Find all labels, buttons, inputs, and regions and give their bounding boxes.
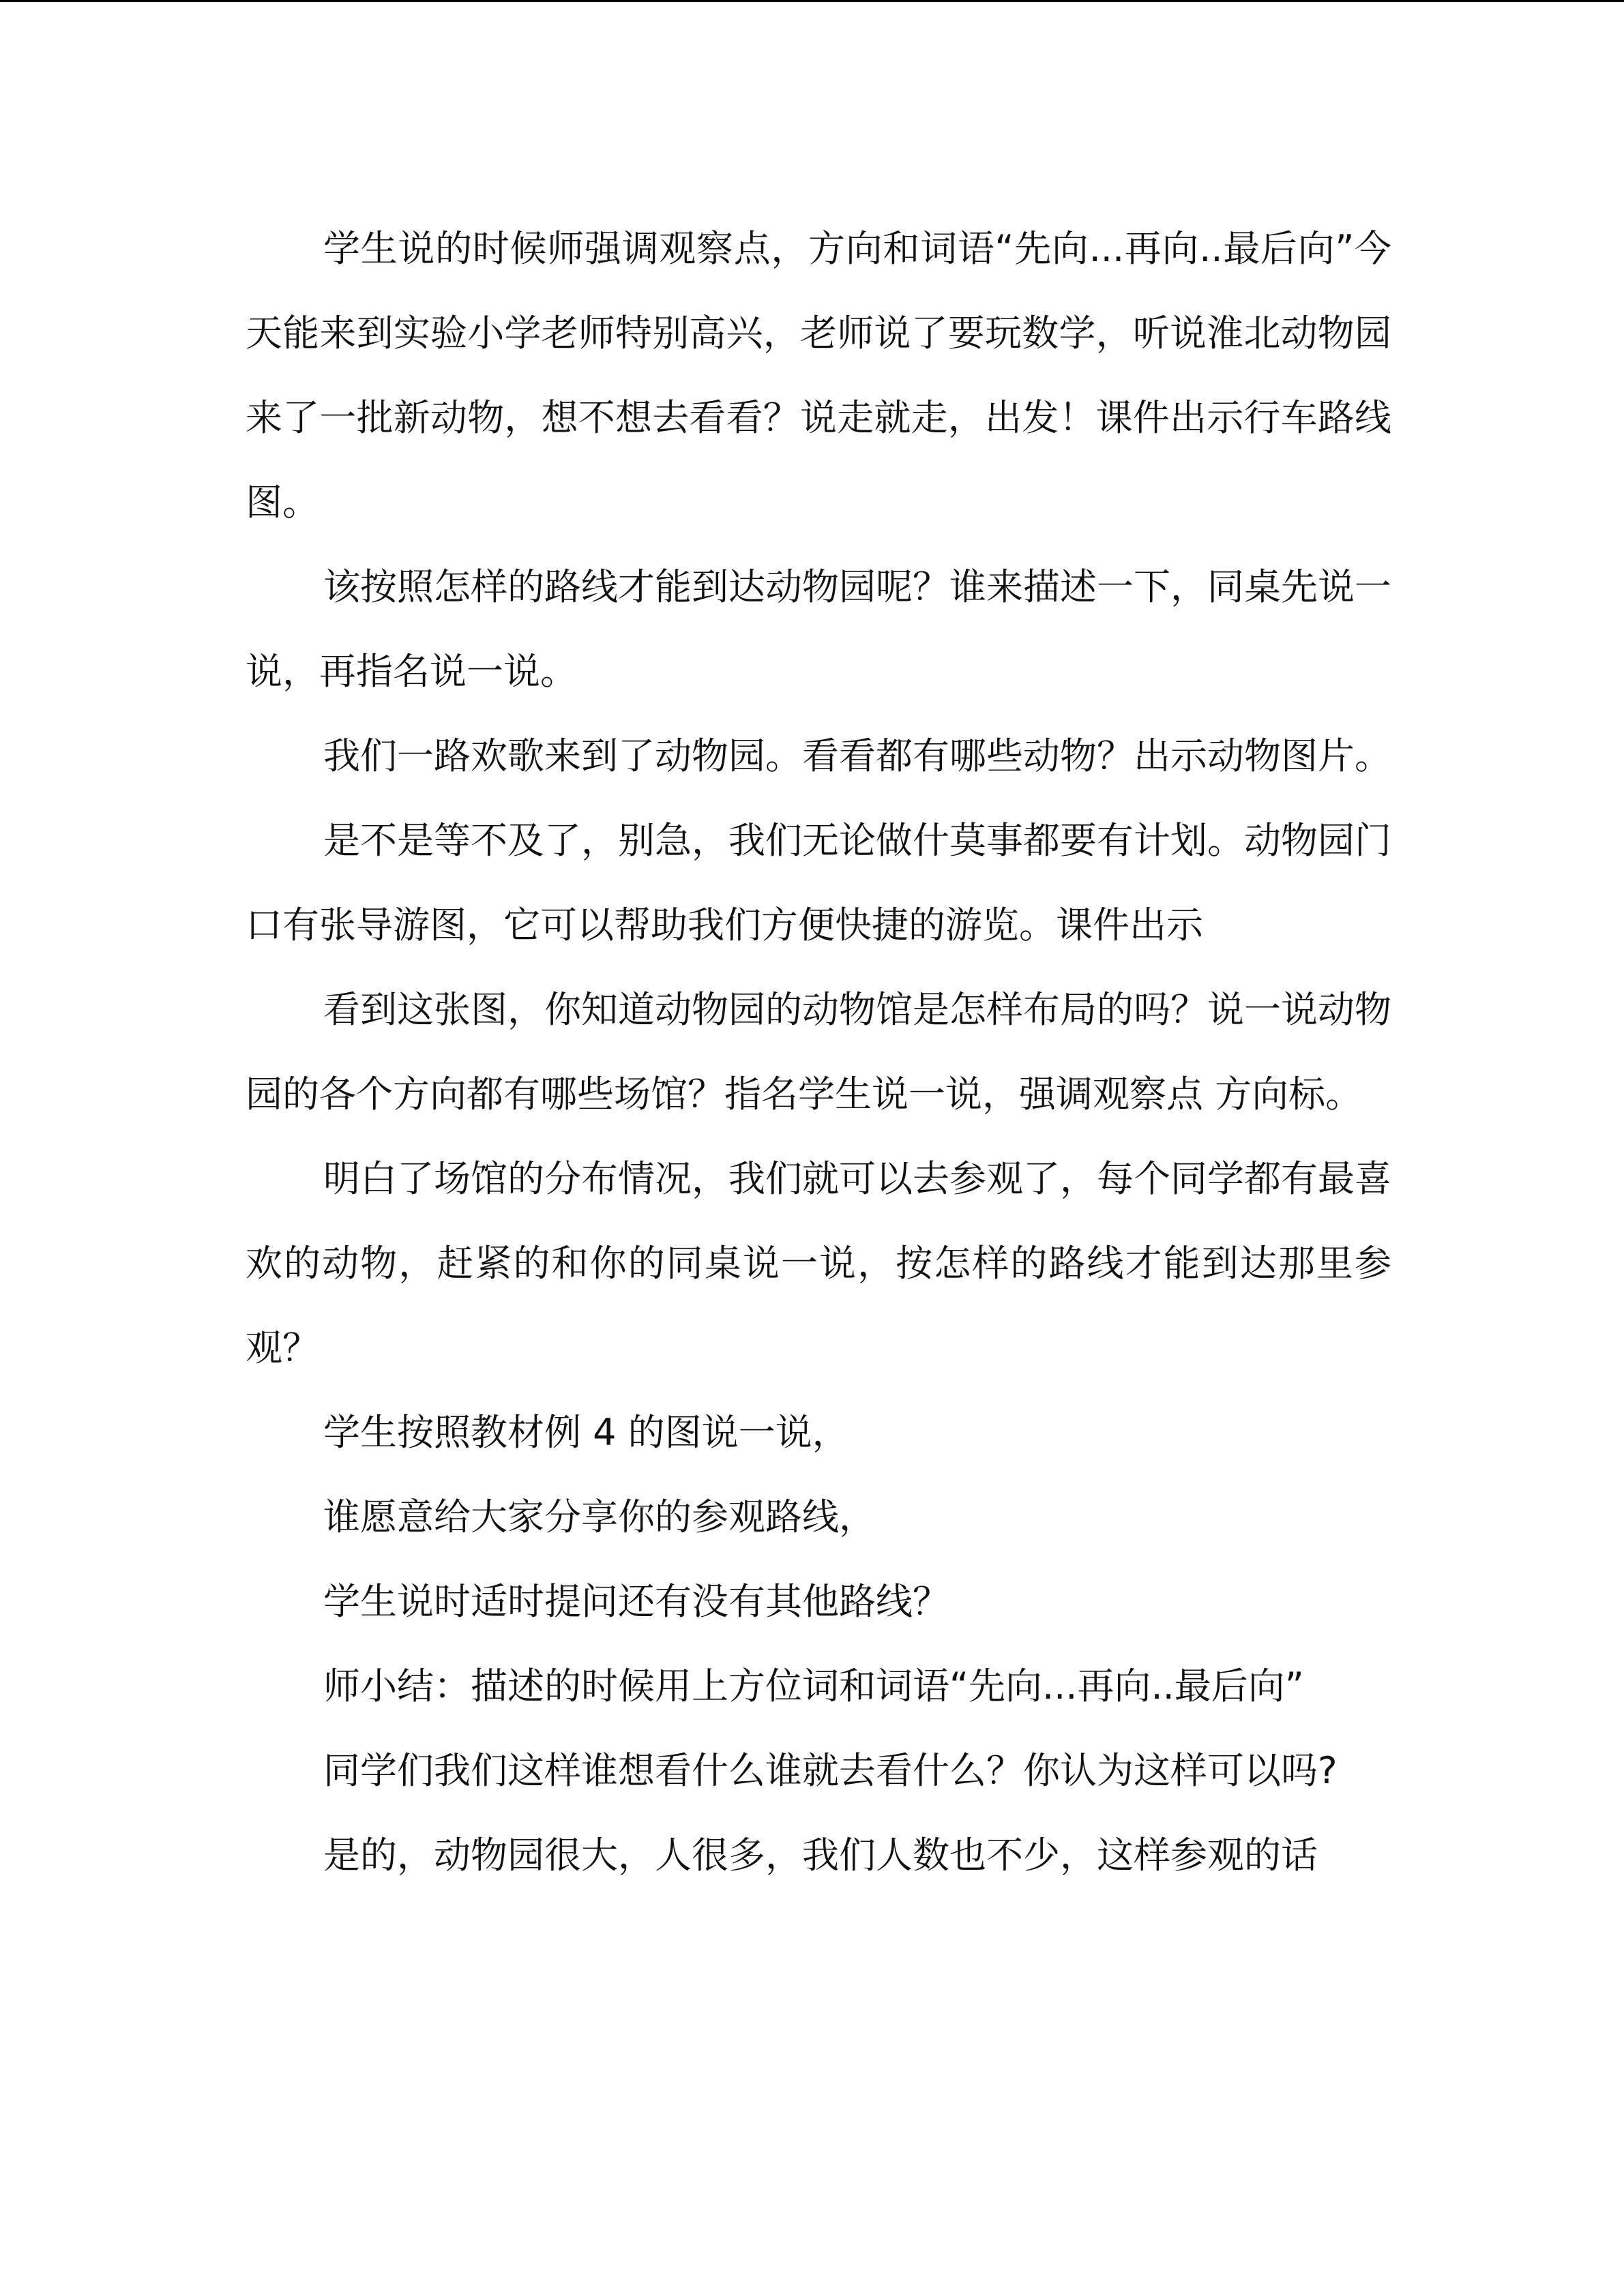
paragraph-6: 明白了场馆的分布情况，我们就可以去参观了，每个同学都有最喜欢的动物，赶紧的和你的同桌说一说，按怎样的路线才能到达那里参观？ xyxy=(246,1157,1391,1369)
page-top-border xyxy=(0,0,1624,2)
paragraph-12: 是的，动物园很大，人很多，我们人数也不少，这样参观的话 xyxy=(323,1834,1318,1877)
paragraph-8: 谁愿意给大家分享你的参观路线， xyxy=(323,1495,876,1538)
paragraph-2: 该按照怎样的路线才能到达动物园呢？谁来描述一下，同桌先说一说，再指名说一说。 xyxy=(246,565,1391,693)
paragraph-9: 学生说时适时提问还有没有其他路线？ xyxy=(323,1580,949,1623)
paragraph-3: 我们一路欢歌来到了动物园。看看都有哪些动物？出示动物图片。 xyxy=(323,734,1391,777)
paragraph-7: 学生按照教材例 4 的图说一说， xyxy=(323,1411,849,1454)
paragraph-5: 看到这张图，你知道动物园的动物馆是怎样布局的吗？说一说动物园的各个方向都有哪些场馆？指名学生说一说，强调观察点 方向标。 xyxy=(246,988,1391,1116)
paragraph-4: 是不是等不及了，别急，我们无论做什莫事都要有计划。动物园门口有张导游图，它可以帮助我们方便快捷的游览。课件出示 xyxy=(246,819,1391,946)
document-page xyxy=(246,207,1391,1898)
paragraph-1: 学生说的时候师强调观察点，方向和词语“先向...再向..最后向”今天能来到实验小学老师特别高兴，老师说了要玩数学，听说淮北动物园来了一批新动物，想不想去看看？说走就走，出发！课件出示行车路线图。 xyxy=(246,227,1391,524)
paragraph-10: 师小结：描述的时候用上方位词和词语“先向...再向..最后向” xyxy=(323,1665,1304,1708)
paragraph-11: 同学们我们这样谁想看什么谁就去看什么？你认为这样可以吗? xyxy=(323,1749,1338,1792)
